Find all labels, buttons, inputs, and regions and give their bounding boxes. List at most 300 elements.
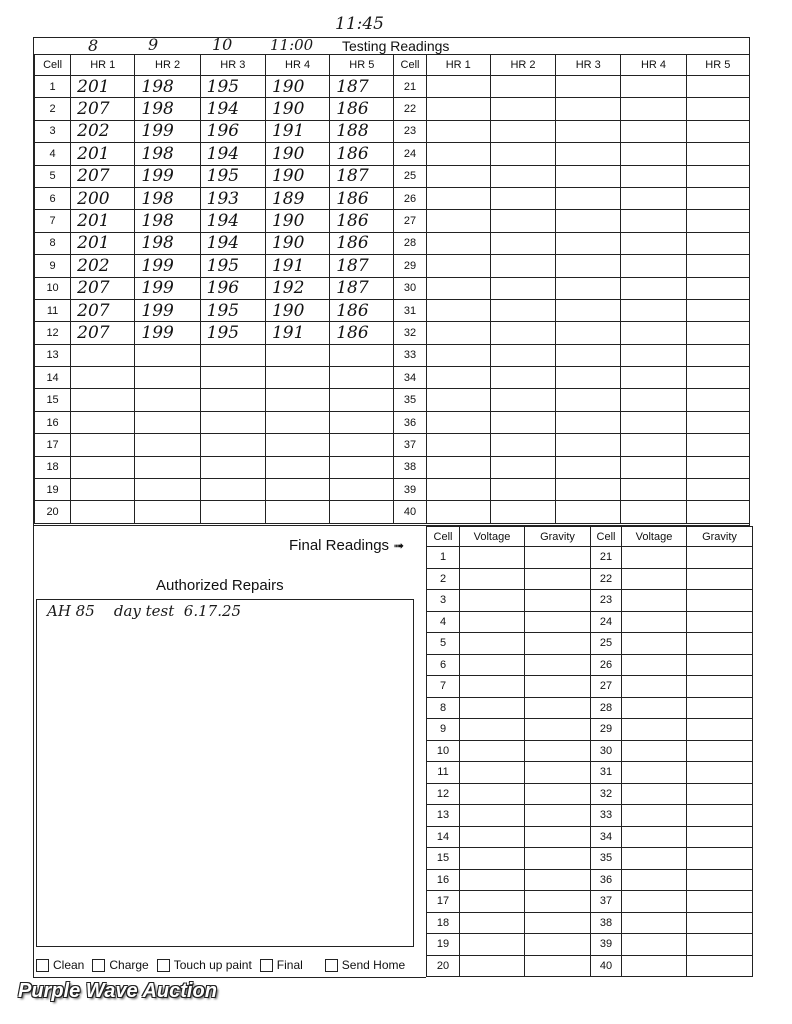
hr1-reading[interactable] [426, 367, 490, 389]
hr4-reading[interactable] [621, 479, 686, 501]
gravity-field[interactable] [525, 955, 591, 977]
checkbox-icon[interactable] [325, 959, 338, 972]
hr5-reading[interactable]: 186 [330, 322, 394, 344]
gravity-field[interactable] [687, 697, 753, 719]
voltage-field[interactable] [622, 676, 687, 698]
hr5-reading[interactable]: 186 [330, 232, 394, 254]
hr3-reading[interactable] [556, 187, 621, 209]
hr4-reading[interactable]: 191 [265, 120, 329, 142]
gravity-field[interactable] [525, 719, 591, 741]
hr4-reading[interactable] [621, 255, 686, 277]
hr3-reading[interactable]: 195 [200, 255, 265, 277]
hr4-reading[interactable]: 190 [265, 232, 329, 254]
hr2-reading[interactable] [490, 367, 555, 389]
hr5-reading[interactable]: 186 [330, 210, 394, 232]
checkbox-icon[interactable] [157, 959, 170, 972]
hr3-reading[interactable] [556, 165, 621, 187]
hr3-reading[interactable]: 194 [200, 143, 265, 165]
hr4-reading[interactable] [621, 277, 686, 299]
hr4-reading[interactable] [265, 367, 329, 389]
gravity-field[interactable] [525, 762, 591, 784]
hr1-reading[interactable] [426, 255, 490, 277]
hr5-reading[interactable] [330, 344, 394, 366]
voltage-field[interactable] [622, 891, 687, 913]
hr4-reading[interactable] [621, 456, 686, 478]
hr3-reading[interactable] [200, 411, 265, 433]
voltage-field[interactable] [460, 869, 525, 891]
hr3-reading[interactable]: 194 [200, 98, 265, 120]
hr5-reading[interactable] [686, 299, 749, 321]
voltage-field[interactable] [622, 740, 687, 762]
voltage-field[interactable] [460, 654, 525, 676]
voltage-field[interactable] [460, 611, 525, 633]
hr3-reading[interactable] [556, 344, 621, 366]
hr5-reading[interactable] [330, 434, 394, 456]
hr4-reading[interactable]: 189 [265, 187, 329, 209]
voltage-field[interactable] [460, 805, 525, 827]
hr1-reading[interactable]: 200 [71, 187, 135, 209]
hr1-reading[interactable] [71, 367, 135, 389]
final-row [427, 740, 753, 762]
hr4-reading[interactable] [265, 411, 329, 433]
hr2-reading[interactable] [490, 411, 555, 433]
gravity-field[interactable] [525, 805, 591, 827]
hr4-reading[interactable]: 192 [265, 277, 329, 299]
hr5-reading[interactable] [330, 479, 394, 501]
hr1-reading[interactable] [426, 322, 490, 344]
hr5-reading[interactable] [686, 434, 749, 456]
voltage-field[interactable] [622, 590, 687, 612]
testing-row [35, 210, 750, 232]
hr5-reading[interactable] [686, 143, 749, 165]
hr3-reading[interactable] [556, 299, 621, 321]
testing-row [35, 434, 750, 456]
hr4-reading[interactable] [621, 232, 686, 254]
final-checkbox[interactable] [260, 958, 303, 972]
hr3-reading[interactable] [556, 411, 621, 433]
hr2-reading[interactable] [135, 411, 200, 433]
voltage-field[interactable] [460, 633, 525, 655]
voltage-field[interactable] [460, 912, 525, 934]
send-home-checkbox[interactable] [325, 958, 405, 972]
hr1-reading[interactable] [71, 344, 135, 366]
voltage-field[interactable] [460, 891, 525, 913]
gravity-field[interactable] [687, 891, 753, 913]
hr1-reading[interactable] [426, 389, 490, 411]
hr4-reading[interactable] [621, 434, 686, 456]
hr3-reading[interactable] [556, 120, 621, 142]
gravity-field[interactable] [687, 719, 753, 741]
hr1-reading[interactable] [426, 479, 490, 501]
hr1-reading[interactable] [426, 187, 490, 209]
gravity-field[interactable] [525, 891, 591, 913]
hr2-reading[interactable] [490, 76, 555, 98]
hr4-reading[interactable]: 190 [265, 210, 329, 232]
gravity-field[interactable] [687, 869, 753, 891]
voltage-field[interactable] [460, 740, 525, 762]
testing-row [35, 367, 750, 389]
gravity-field[interactable] [525, 934, 591, 956]
voltage-field[interactable] [460, 719, 525, 741]
checkbox-icon[interactable] [260, 959, 273, 972]
hr2-reading[interactable]: 199 [135, 165, 200, 187]
hr2-reading[interactable]: 198 [135, 98, 200, 120]
hr1-reading[interactable] [426, 232, 490, 254]
hr1-reading[interactable] [71, 411, 135, 433]
hr2-reading[interactable]: 198 [135, 210, 200, 232]
hr3-reading[interactable]: 193 [200, 187, 265, 209]
hr2-reading[interactable] [490, 456, 555, 478]
hr5-reading[interactable] [686, 479, 749, 501]
gravity-field[interactable] [525, 697, 591, 719]
hr4-reading[interactable] [621, 120, 686, 142]
hr4-reading[interactable] [621, 76, 686, 98]
gravity-field[interactable] [687, 654, 753, 676]
checkbox-icon[interactable] [92, 959, 105, 972]
hr5-reading[interactable] [686, 255, 749, 277]
hr3-reading[interactable] [556, 367, 621, 389]
final-cell-number: 6 [427, 654, 460, 676]
voltage-field[interactable] [622, 826, 687, 848]
hr3-reading[interactable]: 195 [200, 299, 265, 321]
hr2-reading[interactable]: 198 [135, 143, 200, 165]
voltage-field[interactable] [622, 568, 687, 590]
hr4-reading[interactable]: 190 [265, 76, 329, 98]
gravity-field[interactable] [687, 547, 753, 569]
hr4-reading[interactable]: 190 [265, 98, 329, 120]
gravity-field[interactable] [687, 611, 753, 633]
hr3-reading[interactable] [200, 434, 265, 456]
hr5-reading[interactable]: 186 [330, 299, 394, 321]
hr2-reading[interactable]: 198 [135, 187, 200, 209]
voltage-field[interactable] [622, 805, 687, 827]
gravity-field[interactable] [687, 783, 753, 805]
hr2-reading[interactable] [135, 501, 200, 523]
hr1-reading[interactable]: 207 [71, 165, 135, 187]
hr3-reading[interactable]: 195 [200, 76, 265, 98]
hr3-reading[interactable]: 195 [200, 322, 265, 344]
hr2-reading[interactable] [490, 344, 555, 366]
hr3-reading[interactable] [200, 344, 265, 366]
hr3-reading[interactable] [200, 501, 265, 523]
hr2-reading[interactable]: 199 [135, 299, 200, 321]
hr5-reading[interactable] [686, 120, 749, 142]
hr5-reading[interactable] [686, 98, 749, 120]
hr1-reading[interactable] [426, 76, 490, 98]
cell-number: 40 [394, 501, 426, 523]
hr5-reading[interactable] [686, 411, 749, 433]
hr4-reading[interactable]: 190 [265, 299, 329, 321]
hr1-reading[interactable] [71, 479, 135, 501]
hr5-reading[interactable] [686, 501, 749, 523]
gravity-field[interactable] [525, 590, 591, 612]
checkbox-icon[interactable] [36, 959, 49, 972]
voltage-field[interactable] [622, 783, 687, 805]
hr2-reading[interactable] [135, 344, 200, 366]
gravity-field[interactable] [687, 934, 753, 956]
hr1-reading[interactable] [71, 389, 135, 411]
hr4-reading[interactable] [621, 411, 686, 433]
gravity-field[interactable] [525, 676, 591, 698]
gravity-field[interactable] [525, 740, 591, 762]
hr2-reading[interactable]: 199 [135, 120, 200, 142]
gravity-field[interactable] [525, 633, 591, 655]
hr1-reading[interactable]: 207 [71, 322, 135, 344]
hr5-reading[interactable]: 187 [330, 76, 394, 98]
voltage-field[interactable] [460, 955, 525, 977]
hr5-reading[interactable] [686, 456, 749, 478]
gravity-field[interactable] [687, 590, 753, 612]
gravity-field[interactable] [687, 568, 753, 590]
hr3-reading[interactable]: 196 [200, 277, 265, 299]
hr5-reading[interactable]: 186 [330, 143, 394, 165]
hr3-reading[interactable] [556, 232, 621, 254]
hr1-reading[interactable] [71, 456, 135, 478]
hr3-reading[interactable] [556, 434, 621, 456]
final-cell-number: 26 [591, 654, 622, 676]
gravity-field[interactable] [687, 805, 753, 827]
hr4-reading[interactable] [265, 389, 329, 411]
hr1-reading[interactable] [426, 120, 490, 142]
hr4-reading[interactable] [621, 367, 686, 389]
voltage-field[interactable] [622, 848, 687, 870]
hr1-reading[interactable]: 207 [71, 299, 135, 321]
voltage-field[interactable] [622, 611, 687, 633]
hr3-reading[interactable]: 194 [200, 232, 265, 254]
hr3-reading[interactable] [200, 479, 265, 501]
hr1-reading[interactable]: 201 [71, 76, 135, 98]
touch-up-paint-checkbox[interactable] [157, 958, 252, 972]
gravity-field[interactable] [687, 740, 753, 762]
hr1-reading[interactable] [71, 501, 135, 523]
hr4-reading[interactable] [265, 434, 329, 456]
hr2-reading[interactable] [490, 389, 555, 411]
hr2-reading[interactable] [490, 210, 555, 232]
hr3-reading[interactable] [556, 255, 621, 277]
hr2-reading[interactable] [490, 120, 555, 142]
authorized-repairs-box[interactable] [36, 599, 414, 947]
hr4-reading[interactable] [621, 98, 686, 120]
gravity-field[interactable] [525, 568, 591, 590]
hr1-reading[interactable]: 201 [71, 232, 135, 254]
gravity-field[interactable] [687, 633, 753, 655]
hr4-reading[interactable] [621, 143, 686, 165]
hr4-reading[interactable] [265, 479, 329, 501]
voltage-field[interactable] [460, 762, 525, 784]
gravity-field[interactable] [687, 912, 753, 934]
hr4-reading[interactable] [265, 501, 329, 523]
hr3-reading[interactable] [556, 479, 621, 501]
hr1-reading[interactable] [426, 456, 490, 478]
voltage-field[interactable] [622, 955, 687, 977]
charge-checkbox[interactable] [92, 958, 148, 972]
hr3-reading[interactable] [556, 277, 621, 299]
hr3-reading[interactable] [556, 76, 621, 98]
hr1-reading[interactable] [426, 165, 490, 187]
hr2-reading[interactable] [135, 434, 200, 456]
hr2-reading[interactable]: 199 [135, 277, 200, 299]
voltage-field[interactable] [622, 934, 687, 956]
hr2-reading[interactable] [135, 367, 200, 389]
hr2-reading[interactable]: 199 [135, 322, 200, 344]
hr2-reading[interactable] [490, 479, 555, 501]
voltage-field[interactable] [460, 547, 525, 569]
gravity-field[interactable] [687, 826, 753, 848]
hr4-reading[interactable] [621, 344, 686, 366]
hr4-reading[interactable] [265, 344, 329, 366]
hr5-reading[interactable] [686, 344, 749, 366]
hr3-reading[interactable]: 195 [200, 165, 265, 187]
hr5-reading[interactable]: 187 [330, 255, 394, 277]
hr2-reading[interactable] [135, 456, 200, 478]
hr5-reading[interactable]: 186 [330, 98, 394, 120]
hr3-reading[interactable] [200, 456, 265, 478]
hr1-reading[interactable] [426, 434, 490, 456]
hr5-reading[interactable] [686, 389, 749, 411]
hr1-reading[interactable] [426, 210, 490, 232]
hr2-reading[interactable]: 198 [135, 232, 200, 254]
hr5-reading[interactable] [330, 501, 394, 523]
hr4-reading[interactable]: 190 [265, 143, 329, 165]
voltage-field[interactable] [460, 590, 525, 612]
voltage-field[interactable] [622, 762, 687, 784]
hr3-reading[interactable]: 196 [200, 120, 265, 142]
voltage-field[interactable] [460, 697, 525, 719]
hr2-reading[interactable] [490, 501, 555, 523]
gravity-field[interactable] [525, 848, 591, 870]
hr1-reading[interactable]: 202 [71, 255, 135, 277]
voltage-field[interactable] [622, 719, 687, 741]
hr4-reading[interactable] [621, 187, 686, 209]
hr1-reading[interactable]: 201 [71, 210, 135, 232]
hr3-reading[interactable] [556, 456, 621, 478]
hr5-reading[interactable] [686, 322, 749, 344]
hr5-reading[interactable] [686, 232, 749, 254]
hr3-reading[interactable] [556, 501, 621, 523]
voltage-field[interactable] [622, 654, 687, 676]
hr1-reading[interactable]: 201 [71, 143, 135, 165]
gravity-field[interactable] [525, 826, 591, 848]
hr5-reading[interactable] [686, 367, 749, 389]
hr4-reading[interactable] [621, 210, 686, 232]
hr5-reading[interactable]: 187 [330, 277, 394, 299]
cell-number: 22 [394, 98, 426, 120]
hr2-reading[interactable] [490, 255, 555, 277]
hr3-reading[interactable] [556, 98, 621, 120]
hr1-reading[interactable] [426, 299, 490, 321]
gravity-field[interactable] [687, 955, 753, 977]
hr4-reading[interactable] [265, 456, 329, 478]
gravity-field[interactable] [525, 547, 591, 569]
voltage-field[interactable] [622, 547, 687, 569]
voltage-field[interactable] [622, 869, 687, 891]
hr1-reading[interactable] [426, 411, 490, 433]
hr2-reading[interactable] [490, 434, 555, 456]
hr4-reading[interactable] [621, 299, 686, 321]
hr2-reading[interactable] [490, 187, 555, 209]
hr5-reading[interactable] [330, 411, 394, 433]
hr4-reading[interactable] [621, 389, 686, 411]
hr5-reading[interactable] [330, 389, 394, 411]
hr3-reading[interactable]: 194 [200, 210, 265, 232]
voltage-field[interactable] [460, 568, 525, 590]
hr3-reading[interactable] [200, 389, 265, 411]
hr5-reading[interactable] [330, 456, 394, 478]
hr5-reading[interactable] [686, 210, 749, 232]
hr1-reading[interactable] [71, 434, 135, 456]
hr5-reading[interactable] [686, 165, 749, 187]
voltage-field[interactable] [460, 934, 525, 956]
hr1-reading[interactable] [426, 277, 490, 299]
hr2-reading[interactable] [135, 479, 200, 501]
hr3-reading[interactable] [556, 143, 621, 165]
gravity-field[interactable] [687, 762, 753, 784]
hr2-reading[interactable] [490, 165, 555, 187]
voltage-field[interactable] [622, 633, 687, 655]
hr5-reading[interactable]: 187 [330, 165, 394, 187]
voltage-field[interactable] [460, 848, 525, 870]
voltage-field[interactable] [622, 697, 687, 719]
hr5-reading[interactable] [686, 76, 749, 98]
hr1-reading[interactable]: 207 [71, 98, 135, 120]
hr3-reading[interactable] [556, 322, 621, 344]
hr1-reading[interactable] [426, 98, 490, 120]
hr2-reading[interactable] [490, 299, 555, 321]
hr4-reading[interactable] [621, 322, 686, 344]
hr5-reading[interactable] [330, 367, 394, 389]
voltage-field[interactable] [460, 676, 525, 698]
hr1-reading[interactable]: 207 [71, 277, 135, 299]
hr4-reading[interactable]: 190 [265, 165, 329, 187]
hr1-reading[interactable] [426, 143, 490, 165]
gravity-field[interactable] [525, 654, 591, 676]
voltage-field[interactable] [622, 912, 687, 934]
gravity-field[interactable] [687, 848, 753, 870]
hr1-reading[interactable]: 202 [71, 120, 135, 142]
hr5-reading[interactable] [686, 277, 749, 299]
hr2-reading[interactable] [490, 277, 555, 299]
hr4-reading[interactable]: 191 [265, 322, 329, 344]
gravity-field[interactable] [525, 869, 591, 891]
hr5-reading[interactable]: 186 [330, 187, 394, 209]
gravity-field[interactable] [525, 783, 591, 805]
gravity-field[interactable] [525, 611, 591, 633]
hr5-reading[interactable] [686, 187, 749, 209]
hr5-reading[interactable]: 188 [330, 120, 394, 142]
cell-number: 3 [35, 120, 71, 142]
hr1-reading[interactable] [426, 344, 490, 366]
hr3-reading[interactable] [556, 210, 621, 232]
hr2-reading[interactable] [490, 143, 555, 165]
hr4-reading[interactable] [621, 501, 686, 523]
hr4-reading[interactable]: 191 [265, 255, 329, 277]
gravity-field[interactable] [525, 912, 591, 934]
hr2-reading[interactable]: 198 [135, 76, 200, 98]
hr1-reading[interactable] [426, 501, 490, 523]
clean-checkbox[interactable] [36, 958, 84, 972]
hr2-reading[interactable] [135, 389, 200, 411]
voltage-field[interactable] [460, 826, 525, 848]
hr3-reading[interactable] [200, 367, 265, 389]
hr2-reading[interactable]: 199 [135, 255, 200, 277]
hr2-reading[interactable] [490, 322, 555, 344]
hr3-reading[interactable] [556, 389, 621, 411]
hr2-reading[interactable] [490, 98, 555, 120]
voltage-field[interactable] [460, 783, 525, 805]
gravity-field[interactable] [687, 676, 753, 698]
hr2-reading[interactable] [490, 232, 555, 254]
hr4-reading[interactable] [621, 165, 686, 187]
